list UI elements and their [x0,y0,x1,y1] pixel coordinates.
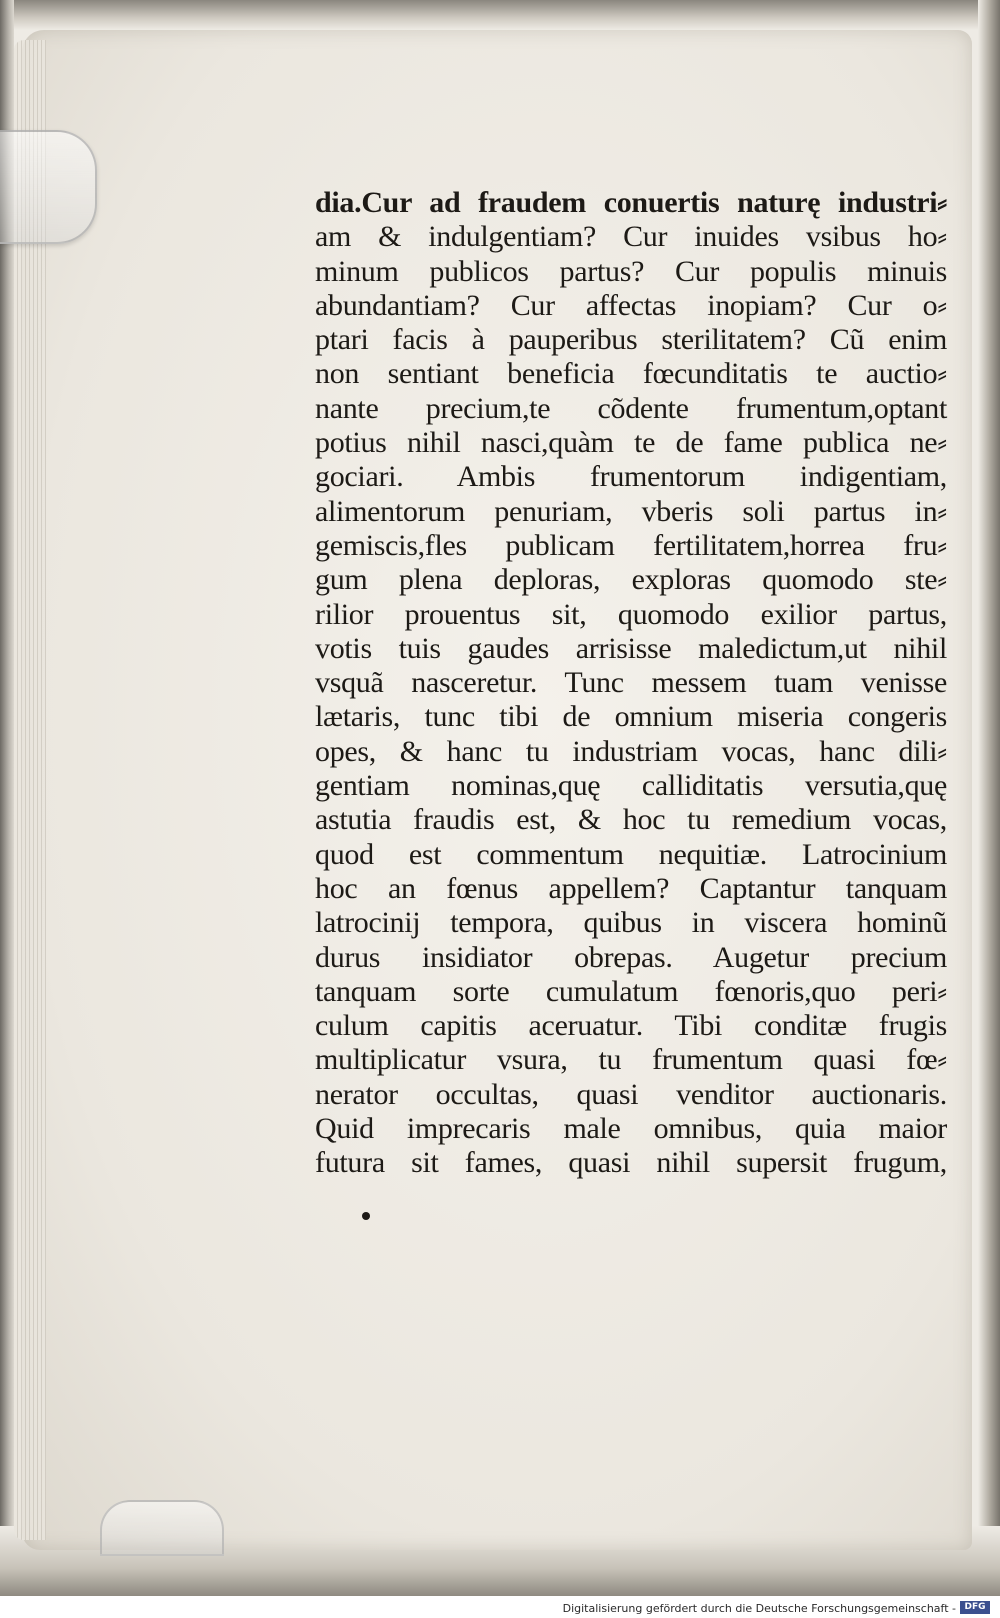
footer-bar [0,1596,1000,1618]
footer-credit-text: Digitalisierung gefördert durch die Deutsche Forschungsgemeinschaft - [562,1602,956,1615]
text-line: Quid imprecaris male omnibus, quia maior [315,1112,947,1146]
text-line: nerator occultas, quasi venditor auctionaris. [315,1077,947,1111]
text-line: potius nihil nasci,quàm te de fame publica ne⸗ [315,426,947,460]
plastic-clip-bottom [100,1500,224,1556]
text-line: culum capitis aceruatur. Tibi conditæ frugis [315,1009,947,1043]
ink-dot-mark [362,1212,370,1220]
text-line: durus insidiator obrepas. Augetur precium [315,940,947,974]
text-line: gemiscis,fles publicam fertilitatem,horrea fru⸗ [315,528,947,562]
text-line: multiplicatur vsura, tu frumentum quasi fœ⸗ [315,1043,947,1077]
top-edge-shadow [0,0,1000,30]
text-line: abundantiam? Cur affectas inopiam? Cur o⸗ [315,288,947,322]
text-line: gociari. Ambis frumentorum indigentiam, [315,460,947,494]
plastic-clip-top [0,130,97,244]
text-line: non sentiant beneficia fœcunditatis te auctio⸗ [315,357,947,391]
text-line: latrocinij tempora, quibus in viscera hominũ [315,906,947,940]
right-edge-shadow [978,0,1000,1618]
text-line: nante precium,te cõdente frumentum,optant [315,391,947,425]
text-line: quod est commentum nequitiæ. Latrocinium [315,837,947,871]
text-line: gum plena deploras, exploras quomodo ste⸗ [315,563,947,597]
text-line: opes, & hanc tu industriam vocas, hanc dili⸗ [315,734,947,768]
text-line: gentiam nominas,quę calliditatis versutia,quę [315,769,947,803]
text-line: dia.Cur ad fraudem conuertis naturę industri⸗ [315,186,947,219]
text-line: alimentorum penuriam, vberis soli partus in⸗ [315,494,947,528]
text-line: astutia fraudis est, & hoc tu remedium vocas, [315,803,947,837]
text-line: votis tuis gaudes arrisisse maledictum,ut nihil [315,631,947,665]
printed-text-block [315,186,955,1181]
text-line: tanquam sorte cumulatum fœnoris,quo peri⸗ [315,974,947,1008]
text-line: minum publicos partus? Cur populis minuis [315,254,947,288]
text-line: futura sit fames, quasi nihil supersit frugum, [315,1146,947,1180]
text-line: rilior prouentus sit, quomodo exilior partus, [315,597,947,631]
text-line: lætaris, tunc tibi de omnium miseria congeris [315,700,947,734]
text-line: vsquã nasceretur. Tunc messem tuam venisse [315,666,947,700]
dfg-logo: DFG [960,1601,990,1614]
text-line: hoc an fœnus appellem? Captantur tanquam [315,871,947,905]
page-edges-stack [14,40,46,1540]
text-line: am & indulgentiam? Cur inuides vsibus ho⸗ [315,220,947,254]
text-line: ptari facis à pauperibus sterilitatem? Cũ enim [315,323,947,357]
